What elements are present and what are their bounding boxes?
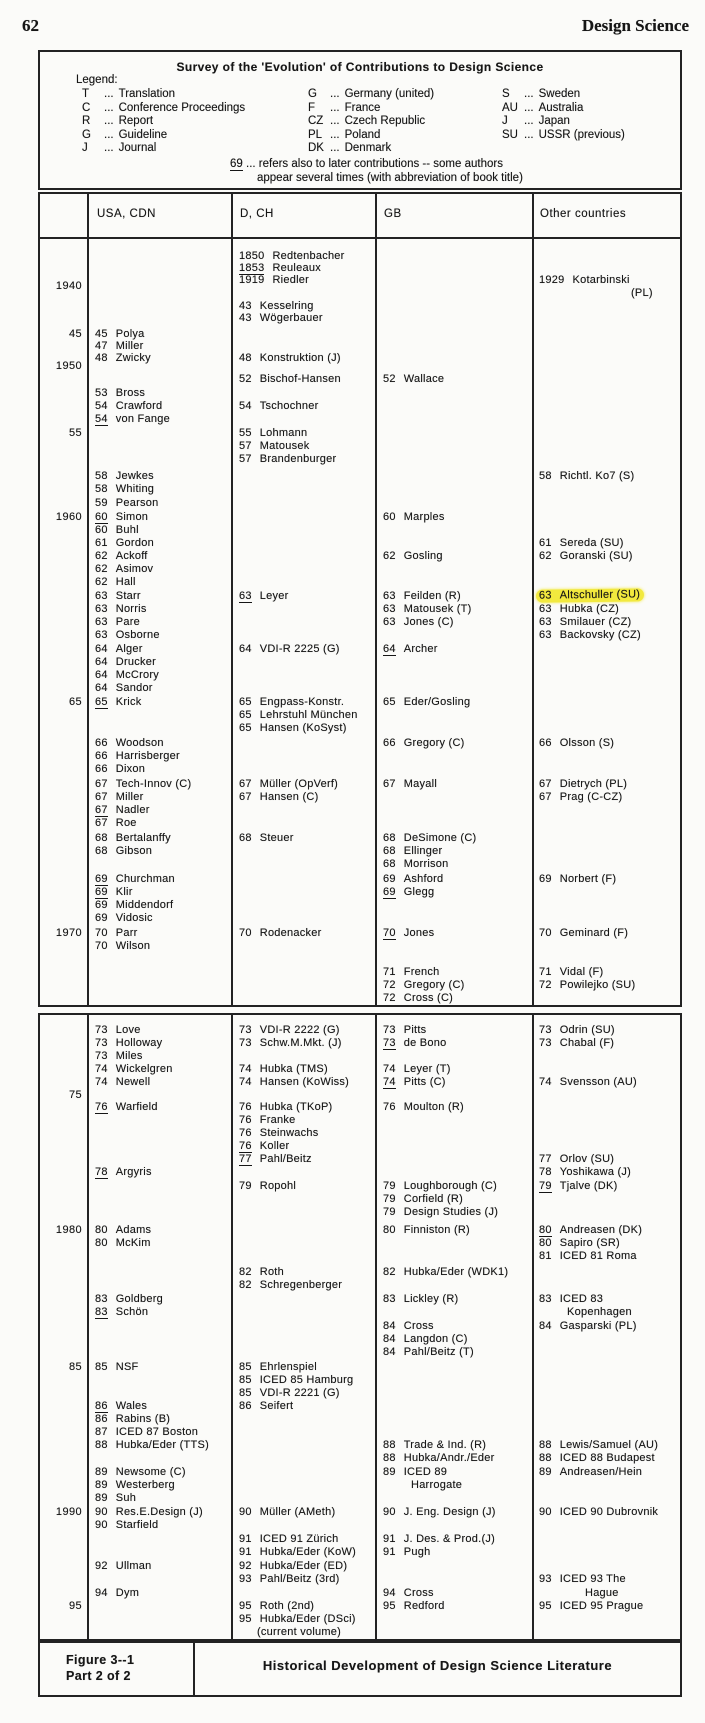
table-entry: 91 Pugh xyxy=(383,1546,431,1558)
table-entry: 61 Gordon xyxy=(95,537,154,549)
table-entry: 43 Wögerbauer xyxy=(239,312,323,324)
survey-title: Survey of the 'Evolution' of Contributions to Design Science xyxy=(176,60,544,74)
table-entry: 83 ICED 83 xyxy=(539,1293,604,1305)
table-entry: 86 Rabins (B) xyxy=(95,1413,171,1425)
legend-item: CZ ... Czech Republic xyxy=(308,115,426,128)
table-entry: 65 Engpass-Konstr. xyxy=(239,696,345,708)
table-entry: 74 Wickelgren xyxy=(95,1063,173,1075)
legend-column-countries-2 xyxy=(502,88,625,142)
table-entry: 67 Tech-Innov (C) xyxy=(95,778,192,790)
table-entry: 72 Cross (C) xyxy=(383,992,454,1004)
year-label: 75 xyxy=(68,1089,82,1101)
table-entry: 92 Ullman xyxy=(95,1560,152,1572)
table-entry: 63 Hubka (CZ) xyxy=(539,603,620,615)
table-entry: 63 Osborne xyxy=(95,629,160,641)
table-entry: 89 Andreasen/Hein xyxy=(539,1466,643,1478)
table-entry: 89 Newsome (C) xyxy=(95,1466,186,1478)
table-entry: 67 Hansen (C) xyxy=(239,791,319,803)
table-entry: Harrogate xyxy=(411,1479,463,1491)
table-entry: 68 Morrison xyxy=(383,858,449,870)
table-entry: 85 VDI-R 2221 (G) xyxy=(239,1387,340,1399)
legend-note-line1: ... refers also to later contributions -- some authors xyxy=(246,158,503,170)
table-entry: 69 Middendorf xyxy=(95,899,174,911)
table-entry: 80 Andreasen (DK) xyxy=(539,1224,643,1236)
table-entry: 68 Gibson xyxy=(95,845,153,857)
table-entry: 74 Hansen (KoWiss) xyxy=(239,1076,350,1088)
table-entry: 63 Jones (C) xyxy=(383,616,454,628)
table-entry: 70 Parr xyxy=(95,927,138,939)
table-entry: 59 Pearson xyxy=(95,497,159,509)
table-entry: 1929 Kotarbinski xyxy=(539,274,630,286)
table-entry: 65 Lehrstuhl München xyxy=(239,709,358,721)
column-divider xyxy=(87,194,89,1005)
table-entry: 68 Bertalanffy xyxy=(95,832,171,844)
table-entry: 78 Argyris xyxy=(95,1166,152,1178)
table-entry: 82 Roth xyxy=(239,1266,284,1278)
table-entry: 79 Corfield (R) xyxy=(383,1193,463,1205)
table-entry: 79 Tjalve (DK) xyxy=(539,1180,618,1192)
table-entry: 73 de Bono xyxy=(383,1037,447,1049)
table-entry: 85 ICED 85 Hamburg xyxy=(239,1374,354,1386)
table-entry: 58 Whiting xyxy=(95,483,155,495)
table-entry: 91 ICED 91 Zürich xyxy=(239,1533,339,1545)
table-entry: 69 Glegg xyxy=(383,886,435,898)
column-divider xyxy=(231,1015,233,1639)
table-entry: 48 Zwicky xyxy=(95,352,151,364)
table-entry: 93 Pahl/Beitz (3rd) xyxy=(239,1573,340,1585)
column-divider xyxy=(375,194,377,1005)
column-divider xyxy=(532,1015,534,1639)
underlined-year-example: 69 xyxy=(230,158,243,170)
table-entry: 91 Hubka/Eder (KoW) xyxy=(239,1546,357,1558)
table-entry: 73 Love xyxy=(95,1024,141,1036)
table-entry: 57 Brandenburger xyxy=(239,453,337,465)
table-entry: 85 Ehrlenspiel xyxy=(239,1361,317,1373)
table-entry: Hague xyxy=(585,1587,619,1599)
table-entry: 1850 Redtenbacher xyxy=(239,250,345,262)
table-entry: 95 Hubka/Eder (DSci) xyxy=(239,1613,356,1625)
table-entry: 76 Hubka (TKoP) xyxy=(239,1101,333,1113)
table-entry: 93 ICED 93 The xyxy=(539,1573,626,1585)
table-entry: 88 Hubka/Eder (TTS) xyxy=(95,1439,209,1451)
legend-item: AU ... Australia xyxy=(502,101,584,114)
table-entry-highlighted: 63 Altschuller (SU) xyxy=(536,588,644,602)
table-entry: 68 Ellinger xyxy=(383,845,443,857)
table-entry: 55 Lohmann xyxy=(239,427,308,439)
legend-item: SU ... USSR (previous) xyxy=(502,128,625,141)
table-entry: 73 Chabal (F) xyxy=(539,1037,615,1049)
year-label: 1960 xyxy=(55,511,82,523)
table-entry: 1853 Reuleaux xyxy=(239,262,321,274)
table-entry: 64 Alger xyxy=(95,643,143,655)
table-entry: 91 J. Des. & Prod.(J) xyxy=(383,1533,496,1545)
table-entry: 86 Wales xyxy=(95,1400,148,1412)
table-entry: 54 Tschochner xyxy=(239,400,319,412)
table-entry: 90 Starfield xyxy=(95,1519,159,1531)
table-entry: 60 Simon xyxy=(95,511,149,523)
table-entry: 63 Smilauer (CZ) xyxy=(539,616,632,628)
table-entry: 70 Wilson xyxy=(95,940,151,952)
table-entry: 89 ICED 89 xyxy=(383,1466,448,1478)
figure-label xyxy=(66,1652,134,1684)
legend-note xyxy=(230,158,523,185)
table-entry: 63 Leyer xyxy=(239,590,289,602)
table-entry: 81 ICED 81 Roma xyxy=(539,1250,637,1262)
table-entry: 43 Kesselring xyxy=(239,300,314,312)
year-label: 1940 xyxy=(55,280,82,292)
legend-item: S ... Sweden xyxy=(502,88,581,100)
table-entry: 87 ICED 87 Boston xyxy=(95,1426,199,1438)
table-entry: 88 Hubka/Andr./Eder xyxy=(383,1452,495,1464)
caption-box xyxy=(38,1641,682,1697)
table-entry: 90 ICED 90 Dubrovnik xyxy=(539,1506,659,1518)
table-entry: 73 VDI-R 2222 (G) xyxy=(239,1024,340,1036)
table-entry: 64 Sandor xyxy=(95,682,153,694)
legend-item: R ... Report xyxy=(82,115,154,128)
table-entry: 62 Asimov xyxy=(95,563,154,575)
table-entry: 88 Trade & Ind. (R) xyxy=(383,1439,487,1451)
table-entry: 52 Bischof-Hansen xyxy=(239,373,341,385)
table-entry: 69 Churchman xyxy=(95,873,175,885)
table-entry: 68 DeSimone (C) xyxy=(383,832,477,844)
table-entry: 65 Krick xyxy=(95,696,142,708)
table-entry: 67 Dietrych (PL) xyxy=(539,778,628,790)
table-entry: 89 Suh xyxy=(95,1492,137,1504)
table-entry: 71 Vidal (F) xyxy=(539,966,604,978)
table-entry: 86 Seifert xyxy=(239,1400,294,1412)
table-entry: 73 Schw.M.Mkt. (J) xyxy=(239,1037,342,1049)
table-entry: 62 Hall xyxy=(95,576,136,588)
page-number: 62 xyxy=(22,16,39,35)
table-entry: 80 McKim xyxy=(95,1237,151,1249)
table-entry: 64 McCrory xyxy=(95,669,160,681)
table-entry: 74 Leyer (T) xyxy=(383,1063,451,1075)
table-entry: 58 Richtl. Ko7 (S) xyxy=(539,470,635,482)
table-entry: 60 Marples xyxy=(383,511,445,523)
table-entry: 90 Müller (AMeth) xyxy=(239,1506,336,1518)
table-entry: 80 Sapiro (SR) xyxy=(539,1237,620,1249)
figure-title: Historical Development of Design Science Literature xyxy=(262,1658,613,1673)
table-entry: 47 Miller xyxy=(95,340,144,352)
table-entry: 69 Vidosic xyxy=(95,912,153,924)
table-entry: 76 Koller xyxy=(239,1140,290,1152)
table-entry: 79 Ropohl xyxy=(239,1180,297,1192)
figure-part: Part 2 of 2 xyxy=(66,1669,131,1683)
table-entry: 67 Müller (OpVerf) xyxy=(239,778,339,790)
table-entry: 80 Adams xyxy=(95,1224,152,1236)
table-entry: 85 NSF xyxy=(95,1361,139,1373)
table-entry: 76 Franke xyxy=(239,1114,296,1126)
table-entry: 67 Nadler xyxy=(95,804,150,816)
table-entry: 63 Starr xyxy=(95,590,141,602)
legend-item: G ... Guideline xyxy=(82,128,168,141)
table-entry: 83 Lickley (R) xyxy=(383,1293,459,1305)
table-entry: 89 Westerberg xyxy=(95,1479,175,1491)
column-header-usa-cdn: USA, CDN xyxy=(97,208,156,220)
table-entry: 84 Cross xyxy=(383,1320,434,1332)
table-entry: 67 Mayall xyxy=(383,778,438,790)
table-entry: 69 Ashford xyxy=(383,873,444,885)
table-entry: 72 Gregory (C) xyxy=(383,979,465,991)
table-entry: 62 Gosling xyxy=(383,550,443,562)
table-entry: 73 Miles xyxy=(95,1050,143,1062)
table-entry: Kopenhagen xyxy=(567,1306,632,1318)
column-header-other-countries: Other countries xyxy=(540,208,627,220)
table-entry: 54 Crawford xyxy=(95,400,163,412)
table-entry: 70 Jones xyxy=(383,927,435,939)
table-entry: 66 Woodson xyxy=(95,737,164,749)
table-entry: 63 Backovsky (CZ) xyxy=(539,629,641,641)
table-entry: 70 Rodenacker xyxy=(239,927,322,939)
table-entry: 77 Orlov (SU) xyxy=(539,1153,615,1165)
table-entry: 79 Loughborough (C) xyxy=(383,1180,498,1192)
table-entry: 73 Odrin (SU) xyxy=(539,1024,615,1036)
table-entry: 94 Cross xyxy=(383,1587,434,1599)
column-header-d-ch: D, CH xyxy=(240,208,274,220)
header-separator-line xyxy=(40,237,680,239)
table-entry: 63 Norris xyxy=(95,603,147,615)
table-entry: 52 Wallace xyxy=(383,373,445,385)
table-entry: 48 Konstruktion (J) xyxy=(239,352,341,364)
figure-number: Figure 3--1 xyxy=(66,1653,135,1667)
table-entry: 64 Archer xyxy=(383,643,438,655)
table-entry: 80 Finniston (R) xyxy=(383,1224,470,1236)
table-entry: (PL) xyxy=(631,287,653,299)
year-label: 1970 xyxy=(55,927,82,939)
table-entry: 82 Schregenberger xyxy=(239,1279,343,1291)
table-entry: 63 Feilden (R) xyxy=(383,590,461,602)
table-entry: 65 Hansen (KoSyst) xyxy=(239,722,347,734)
table-entry: 63 Pare xyxy=(95,616,140,628)
table-entry: 66 Gregory (C) xyxy=(383,737,465,749)
year-label: 65 xyxy=(68,696,82,708)
table-entry: 72 Powilejko (SU) xyxy=(539,979,636,991)
table-part-2 xyxy=(38,1013,682,1641)
year-label: 85 xyxy=(68,1361,82,1373)
table-entry: (current volume) xyxy=(257,1626,342,1638)
table-entry: 82 Hubka/Eder (WDK1) xyxy=(383,1266,509,1278)
table-part-1 xyxy=(38,192,682,1007)
legend-item: C ... Conference Proceedings xyxy=(82,101,246,114)
table-entry: 64 VDI-R 2225 (G) xyxy=(239,643,340,655)
table-entry: 73 Holloway xyxy=(95,1037,163,1049)
table-entry: 84 Langdon (C) xyxy=(383,1333,468,1345)
legend-item: DK ... Denmark xyxy=(308,142,392,155)
legend-item: J ... Journal xyxy=(82,142,157,155)
table-entry: 92 Hubka/Eder (ED) xyxy=(239,1560,348,1572)
table-entry: 62 Goranski (SU) xyxy=(539,550,633,562)
legend-item: T ... Translation xyxy=(82,88,176,100)
table-entry: 66 Harrisberger xyxy=(95,750,180,762)
table-entry: 58 Jewkes xyxy=(95,470,154,482)
table-entry: 57 Matousek xyxy=(239,440,310,452)
table-entry: 66 Dixon xyxy=(95,763,146,775)
table-entry: 83 Goldberg xyxy=(95,1293,164,1305)
table-entry: 78 Yoshikawa (J) xyxy=(539,1166,632,1178)
table-entry: 69 Norbert (F) xyxy=(539,873,617,885)
year-label: 45 xyxy=(68,328,82,340)
table-entry: 84 Gasparski (PL) xyxy=(539,1320,637,1332)
legend-item: F ... France xyxy=(308,101,381,114)
table-entry: 76 Moulton (R) xyxy=(383,1101,464,1113)
legend-label: Legend: xyxy=(76,74,118,86)
table-entry: 70 Geminard (F) xyxy=(539,927,629,939)
table-entry: 53 Bross xyxy=(95,387,146,399)
table-entry: 76 Steinwachs xyxy=(239,1127,319,1139)
legend-item: G ... Germany (united) xyxy=(308,88,435,100)
table-entry: 90 Res.E.Design (J) xyxy=(95,1506,203,1518)
table-entry: 60 Buhl xyxy=(95,524,139,536)
table-entry: 65 Eder/Gosling xyxy=(383,696,471,708)
table-entry: 54 von Fange xyxy=(95,413,170,425)
table-entry: 83 Schön xyxy=(95,1306,149,1318)
year-label: 95 xyxy=(68,1600,82,1612)
table-entry: 64 Drucker xyxy=(95,656,157,668)
table-entry: 88 ICED 88 Budapest xyxy=(539,1452,655,1464)
legend-column-countries-1 xyxy=(308,88,434,156)
year-label: 1980 xyxy=(55,1224,82,1236)
table-entry: 69 Klir xyxy=(95,886,133,898)
table-entry: 74 Svensson (AU) xyxy=(539,1076,637,1088)
table-entry: 76 Warfield xyxy=(95,1101,158,1113)
table-entry: 79 Design Studies (J) xyxy=(383,1206,499,1218)
column-header-gb: GB xyxy=(384,208,402,220)
legend-box xyxy=(38,50,682,190)
column-divider xyxy=(87,1015,89,1639)
table-entry: 68 Steuer xyxy=(239,832,294,844)
year-label: 55 xyxy=(68,427,82,439)
table-entry: 95 ICED 95 Prague xyxy=(539,1600,644,1612)
year-label: 1990 xyxy=(55,1506,82,1518)
table-entry: 95 Redford xyxy=(383,1600,445,1612)
table-entry: 88 Lewis/Samuel (AU) xyxy=(539,1439,659,1451)
table-entry: 77 Pahl/Beitz xyxy=(239,1153,312,1165)
legend-item: J ... Japan xyxy=(502,115,570,128)
legend-column-abbreviations xyxy=(82,88,245,156)
table-entry: 74 Newell xyxy=(95,1076,151,1088)
table-entry: 45 Polya xyxy=(95,328,145,340)
table-entry: 73 Pitts xyxy=(383,1024,427,1036)
table-entry: 62 Ackoff xyxy=(95,550,148,562)
table-entry: 74 Hubka (TMS) xyxy=(239,1063,328,1075)
column-divider xyxy=(532,194,534,1005)
legend-note-line2: appear several times (with abbreviation of book title) xyxy=(257,171,523,184)
table-entry: 74 Pitts (C) xyxy=(383,1076,446,1088)
table-entry: 67 Miller xyxy=(95,791,144,803)
legend-item: PL ... Poland xyxy=(308,128,381,141)
table-entry: 67 Roe xyxy=(95,817,137,829)
year-label: 1950 xyxy=(55,360,82,372)
column-divider xyxy=(375,1015,377,1639)
table-entry: 63 Matousek (T) xyxy=(383,603,472,615)
column-divider xyxy=(231,194,233,1005)
table-entry: 94 Dym xyxy=(95,1587,140,1599)
table-entry: 1919 Riedler xyxy=(239,274,310,286)
table-entry: 90 J. Eng. Design (J) xyxy=(383,1506,496,1518)
table-entry: 95 Roth (2nd) xyxy=(239,1600,315,1612)
table-entry: 67 Prag (C-CZ) xyxy=(539,791,623,803)
table-entry: 61 Sereda (SU) xyxy=(539,537,624,549)
table-entry: 66 Olsson (S) xyxy=(539,737,615,749)
table-entry: 71 French xyxy=(383,966,440,978)
running-title: Design Science xyxy=(581,16,689,35)
table-entry: 84 Pahl/Beitz (T) xyxy=(383,1346,474,1358)
